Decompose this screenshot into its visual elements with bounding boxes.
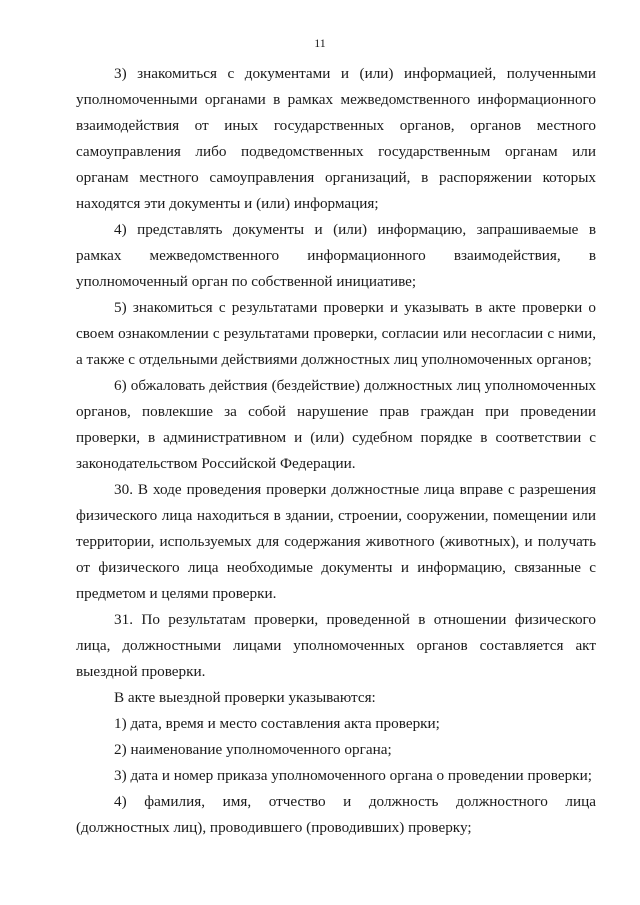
paragraph-item-4: 4) представлять документы и (или) информацию, запрашиваемые в рамках межведомственного информационного взаимодействия, в уполномоченный орган по собственной инициативе;	[76, 221, 596, 290]
paragraph-act-item-2: 2) наименование уполномоченного органа;	[114, 741, 392, 758]
paragraph-item-5: 5) знакомиться с результатами проверки и указывать в акте проверки о своем ознакомлении с результатами проверки, согласии или несогласии с ними, а также с отдельными действиями должностных лиц уполномоченных органов;	[76, 299, 596, 368]
paragraph-act-item-1: 1) дата, время и место составления акта проверки;	[114, 715, 440, 732]
paragraph-clause-31: 31. По результатам проверки, проведенной в отношении физического лица, должностными лицами уполномоченных органов составляется акт выездной проверки.	[76, 611, 596, 680]
paragraph-clause-30: 30. В ходе проведения проверки должностные лица вправе с разрешения физического лица находиться в здании, строении, сооружении, помещении или территории, используемых для содержания животного (животных), и получать от физического лица необходимые документы и информацию, связанные с предметом и целями проверки.	[76, 481, 596, 602]
document-body	[76, 61, 596, 841]
paragraph-item-6: 6) обжаловать действия (бездействие) должностных лиц уполномоченных органов, повлекшие за собой нарушение прав граждан при проведении проверки, в административном и (или) судебном порядке в соответствии с законодательством Российской Федерации.	[76, 377, 596, 472]
paragraph-act-item-3: 3) дата и номер приказа уполномоченного органа о проведении проверки;	[114, 767, 592, 784]
page-number: 11	[314, 36, 326, 50]
paragraph-act-intro: В акте выездной проверки указываются:	[114, 689, 376, 706]
paragraph-act-item-4: 4) фамилия, имя, отчество и должность должностного лица (должностных лиц), проводившего (проводивших) проверку;	[76, 793, 596, 836]
paragraph-item-3: 3) знакомиться с документами и (или) информацией, полученными уполномоченными органами в рамках межведомственного информационного взаимодействия от иных государственных органов, органов местного самоуправления либо подведомственных государственным органам или органам местного самоуправления организаций, в распоряжении которых находятся эти документы и (или) информация;	[76, 65, 596, 212]
